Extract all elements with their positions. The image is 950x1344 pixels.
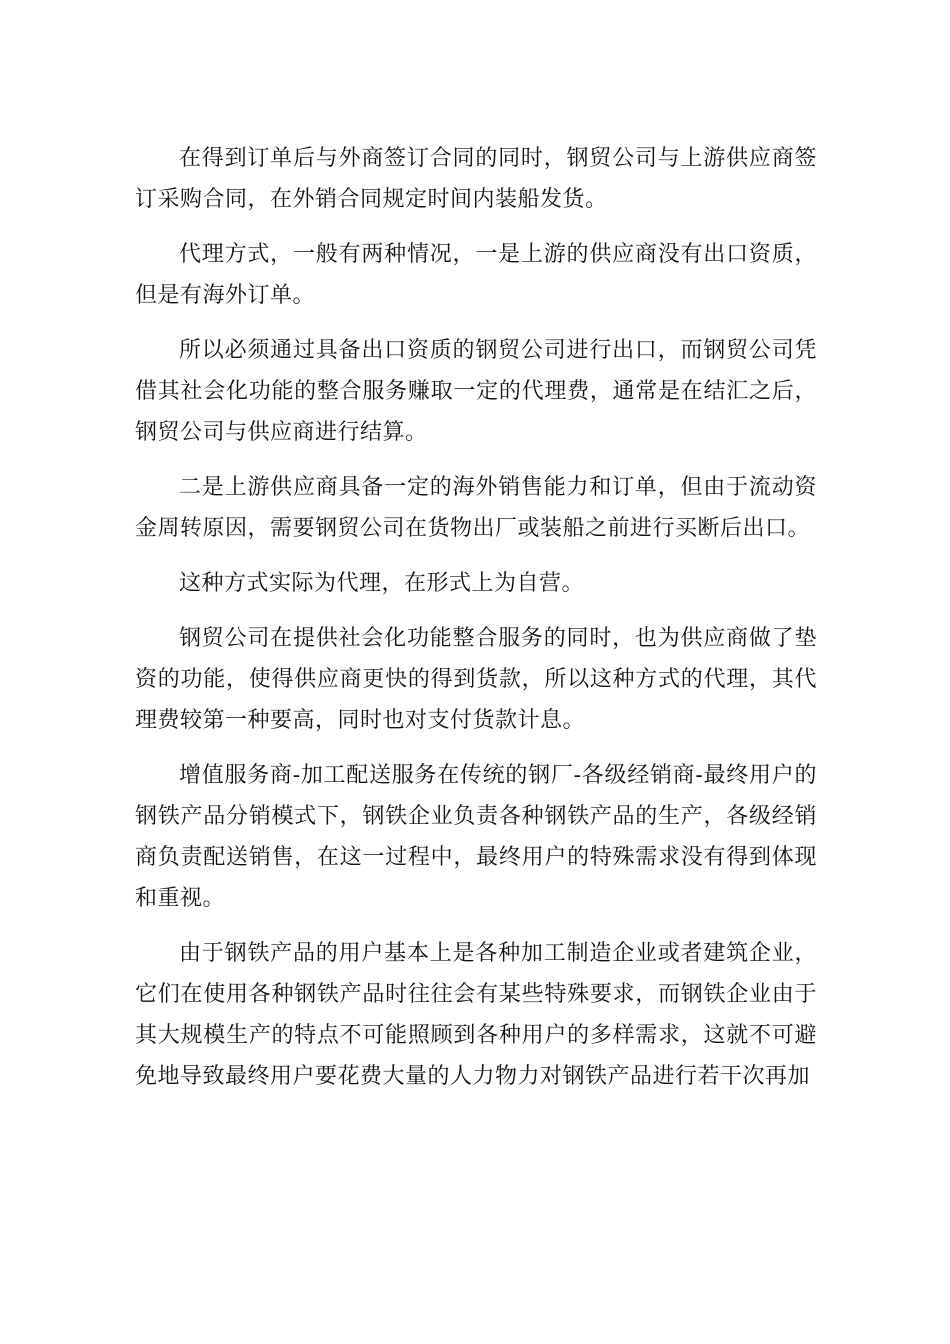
paragraph-3: 所以必须通过具备出口资质的钢贸公司进行出口，而钢贸公司凭借其社会化功能的整合服务赚取一定的代理费，通常是在结汇之后，钢贸公司与供应商进行结算。 [135,338,817,445]
document-body [135,138,817,1111]
paragraph-5: 这种方式实际为代理，在形式上为自营。 [179,571,585,596]
paragraph-1: 在得到订单后与外商签订合同的同时，钢贸公司与上游供应商签订采购合同，在外销合同规定时间内装船发货。 [135,146,817,212]
paragraph-7: 增值服务商-加工配送服务在传统的钢厂-各级经销商-最终用户的钢铁产品分销模式下，钢铁企业负责各种钢铁产品的生产，各级经销商负责配送销售，在这一过程中，最终用户的特殊需求没有得到体现和重视。 [135,763,817,911]
paragraph-6: 钢贸公司在提供社会化功能整合服务的同时，也为供应商做了垫资的功能，使得供应商更快的得到货款，所以这种方式的代理，其代理费较第一种要高，同时也对支付货款计息。 [135,626,817,733]
paragraph-4: 二是上游供应商具备一定的海外销售能力和订单，但由于流动资金周转原因，需要钢贸公司在货物出厂或装船之前进行买断后出口。 [135,475,817,541]
paragraph-8: 由于钢铁产品的用户基本上是各种加工制造企业或者建筑企业，它们在使用各种钢铁产品时往往会有某些特殊要求，而钢铁企业由于其大规模生产的特点不可能照顾到各种用户的多样需求，这就不可避免地导致最终用户要花费大量的人力物力对钢铁产品进行若干次再加 [135,941,817,1089]
paragraph-2: 代理方式，一般有两种情况，一是上游的供应商没有出口资质，但是有海外订单。 [135,242,817,308]
